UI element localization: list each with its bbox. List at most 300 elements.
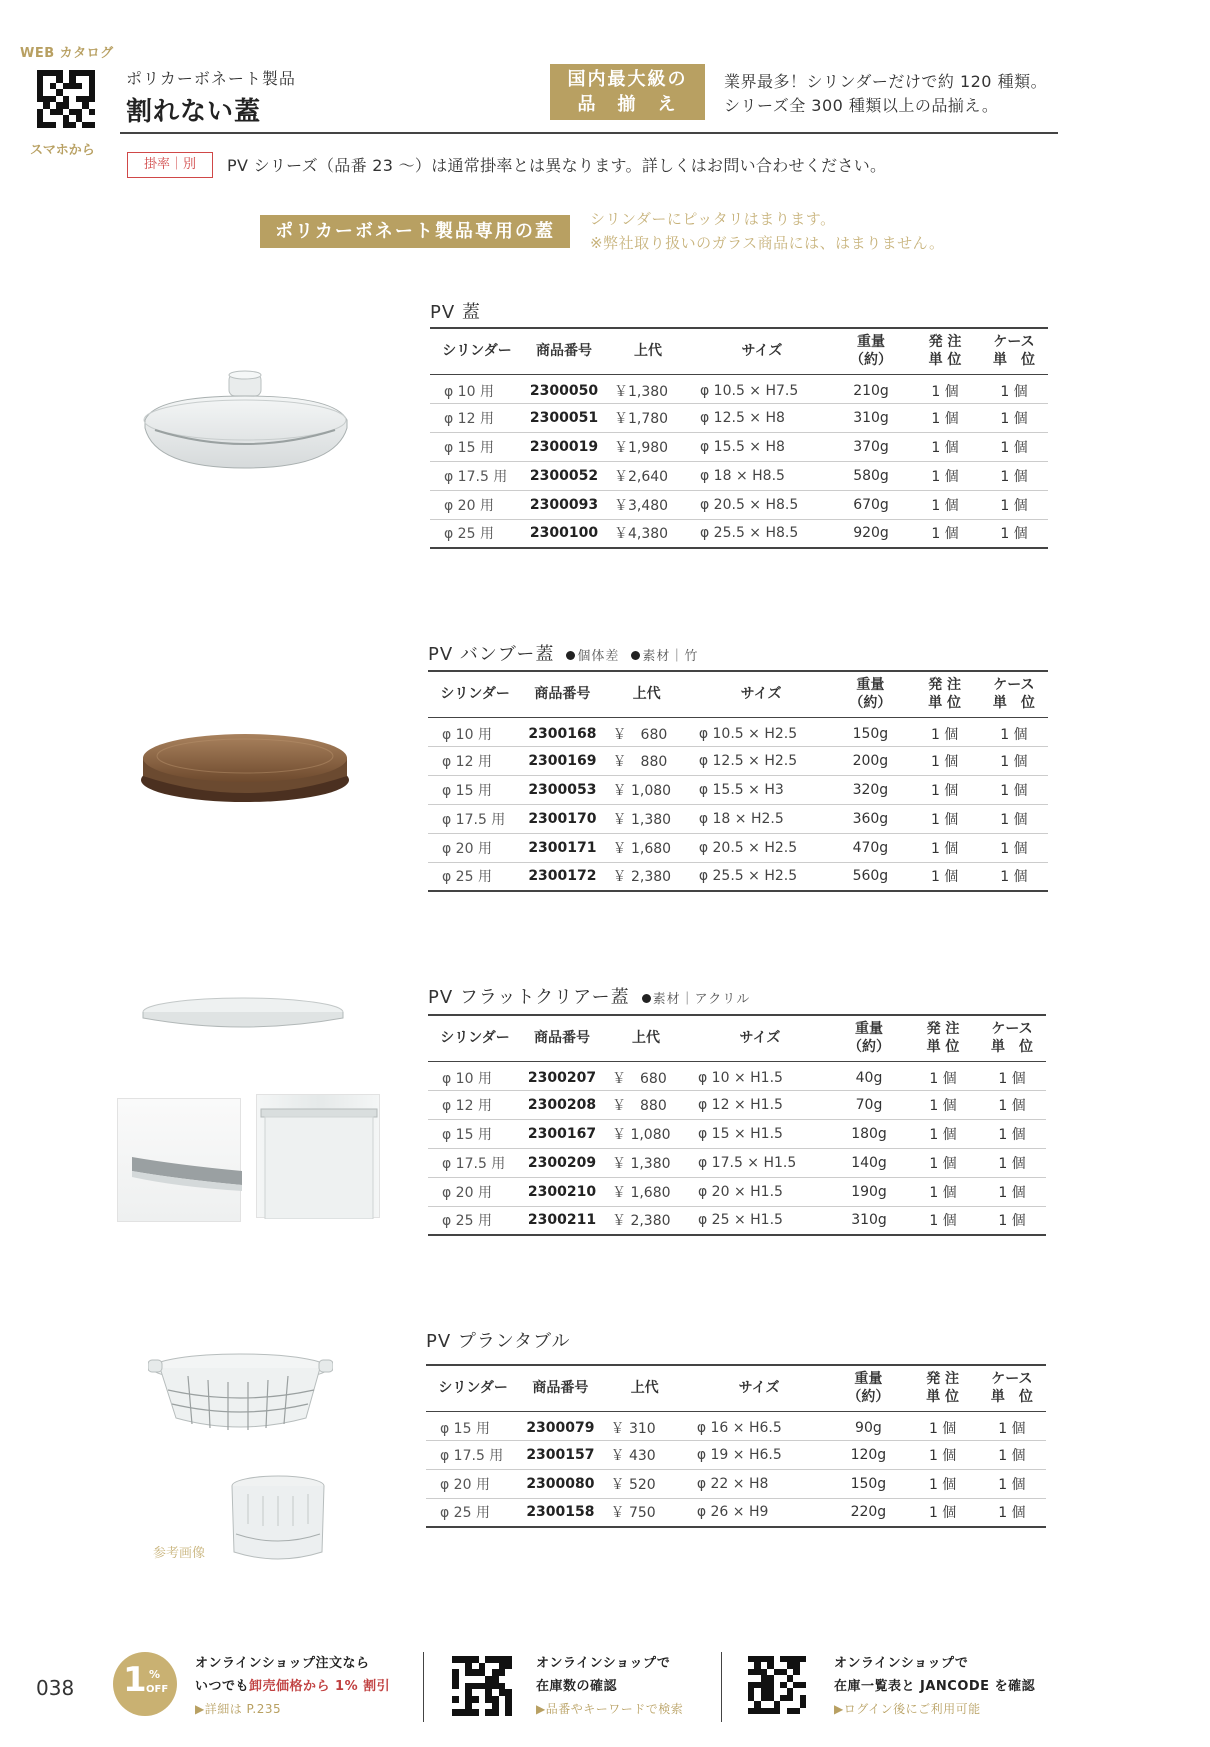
cell-cylinder: φ 17.5 用 [430,461,524,490]
cell-price: ￥ 750 [601,1498,689,1527]
cell-code: 2300171 [522,833,602,862]
table-row [428,1177,1046,1206]
table-row [430,403,1048,432]
header-cylinder-line: シリンダー [440,1030,510,1047]
cell-price: ￥ 430 [601,1440,689,1469]
header-order-unit-line: 発 注 [926,1371,960,1388]
bullet-dot-icon [631,651,640,660]
section-note [642,992,751,1007]
cell-cylinder: φ 12 用 [430,403,524,432]
page-number: 038 [36,1676,75,1700]
cell-price: ￥1,380 [604,374,692,403]
header-weight-line: 重量 [855,1021,883,1038]
qr-code-stock-icon[interactable] [452,1656,512,1716]
cell-size: φ 10 × H1.5 [690,1061,830,1090]
cell-cylinder: φ 10 用 [430,374,524,403]
header-code [522,1015,602,1061]
header-order-unit-line: 発 注 [926,1021,960,1038]
pv-bamboo-lid-image [135,718,355,818]
cell-code: 2300157 [520,1440,600,1469]
header-order-unit-line: 発 注 [928,677,962,694]
header-cylinder [430,328,524,374]
header-price-line: 上代 [632,686,661,703]
cell-order-unit: 1 個 [908,1061,978,1090]
footer-discount-link[interactable]: ▶詳細は P.235 [195,1702,282,1716]
bullet-dot-icon [566,651,575,660]
header-cylinder-line: シリンダー [442,343,512,360]
page-subtitle: ポリカーボネート製品 [126,69,296,88]
table-row [428,775,1048,804]
cell-weight: 150g [829,1469,907,1498]
footer-discount-highlight: 卸売価格から 1% 割引 [249,1679,391,1694]
cell-case-unit: 1 個 [978,1090,1046,1119]
cell-code: 2300051 [524,403,604,432]
header-weight [829,1365,907,1411]
cell-price: ￥ 880 [602,1090,690,1119]
cell-code: 2300052 [524,461,604,490]
header-weight-line: 重量 [856,677,885,694]
table-header-row [428,671,1048,717]
header-code-line: 商品番号 [536,343,592,360]
cell-weight: 920g [832,519,910,548]
header-code [522,671,602,717]
cell-case-unit: 1 個 [980,403,1048,432]
table-header-row [428,1015,1046,1061]
pv-plantable-reference-image [228,1474,328,1566]
spec-table-pv-bamboo-lid [428,670,1048,892]
qr-code-list-icon[interactable] [748,1656,806,1714]
cell-cylinder: φ 12 用 [428,746,522,775]
cell-cylinder: φ 25 用 [428,1206,522,1235]
cell-price: ￥ 520 [601,1469,689,1498]
cell-price: ￥1,980 [604,432,692,461]
header-case-unit [980,671,1048,717]
cell-price: ￥4,380 [604,519,692,548]
cell-cylinder: φ 20 用 [428,833,522,862]
cell-size: φ 19 × H6.5 [689,1440,829,1469]
header-order-unit [908,1365,978,1411]
cell-code: 2300019 [524,432,604,461]
header-case-unit-line: ケース [991,1371,1033,1388]
cell-price: ￥ 1,680 [602,1177,690,1206]
header-order-unit-line: 単 位 [928,695,962,712]
header-weight-line: 重量 [857,334,885,351]
table-row [426,1469,1046,1498]
table-row [430,490,1048,519]
discount-badge [113,1652,177,1716]
cell-code: 2300167 [522,1119,602,1148]
cell-order-unit: 1 個 [910,432,980,461]
header-price [603,671,691,717]
cell-size: φ 18 × H8.5 [692,461,832,490]
flat-lid-detail-photo-1 [117,1098,241,1222]
cell-price: ￥ 1,680 [603,833,691,862]
rate-note: PV シリーズ（品番 23 〜）は通常掛率とは異なります。詳しくはお問い合わせください。 [227,156,887,175]
cell-order-unit: 1 個 [910,746,980,775]
cell-order-unit: 1 個 [910,374,980,403]
footer-discount-prefix: いつでも [195,1679,250,1694]
cell-weight: 320g [831,775,909,804]
cell-code: 2300158 [520,1498,600,1527]
cell-case-unit: 1 個 [980,519,1048,548]
lineup-text-1: 業界最多！シリンダーだけで約 120 種類。 [724,72,1048,91]
cell-code: 2300053 [522,775,602,804]
header-price-line: 上代 [632,1030,660,1047]
bullet-dot-icon [642,994,651,1003]
cell-case-unit: 1 個 [980,833,1048,862]
cell-size: φ 25 × H1.5 [690,1206,830,1235]
cell-size: φ 10.5 × H2.5 [691,717,831,746]
header-case-unit-line: 単 位 [991,1039,1033,1056]
cell-weight: 580g [832,461,910,490]
cell-order-unit: 1 個 [910,717,980,746]
qr-code-icon[interactable] [37,70,95,128]
cell-cylinder: φ 17.5 用 [428,1148,522,1177]
lineup-description [724,70,1047,118]
header-case-unit-line: 単 位 [993,352,1035,369]
header-code-line: 商品番号 [534,1030,590,1047]
cell-case-unit: 1 個 [978,1061,1046,1090]
cell-cylinder: φ 10 用 [428,1061,522,1090]
cell-size: φ 25.5 × H2.5 [691,862,831,891]
header-case-unit [980,328,1048,374]
cell-cylinder: φ 25 用 [426,1498,520,1527]
table-row [430,432,1048,461]
cell-cylinder: φ 12 用 [428,1090,522,1119]
cell-order-unit: 1 個 [910,519,980,548]
cell-size: φ 15.5 × H8 [692,432,832,461]
cell-price: ￥ 1,380 [603,804,691,833]
cell-order-unit: 1 個 [910,490,980,519]
cell-size: φ 17.5 × H1.5 [690,1148,830,1177]
badge-line-2: 品 揃 え [577,94,678,115]
cell-code: 2300169 [522,746,602,775]
footer-stock-link[interactable]: ▶品番やキーワードで検索 [536,1702,684,1716]
cell-case-unit: 1 個 [980,490,1048,519]
header-weight-line: （約） [849,695,892,712]
section-note [631,649,698,664]
cell-cylinder: φ 25 用 [428,862,522,891]
table-row [428,717,1048,746]
cell-case-unit: 1 個 [978,1148,1046,1177]
cell-size: φ 12 × H1.5 [690,1090,830,1119]
cell-code: 2300211 [522,1206,602,1235]
header-code [524,328,604,374]
header-weight [830,1015,908,1061]
cell-size: φ 26 × H9 [689,1498,829,1527]
header-cylinder-line: シリンダー [440,686,510,703]
header-code-line: 商品番号 [534,686,591,703]
header-weight-line: （約） [847,1389,890,1406]
cell-weight: 560g [831,862,909,891]
cell-size: φ 20.5 × H2.5 [691,833,831,862]
header-weight-line: （約） [848,1039,890,1056]
cell-cylinder: φ 25 用 [430,519,524,548]
lid-banner: ポリカーボネート製品専用の蓋 [260,215,570,248]
cell-weight: 40g [830,1061,908,1090]
cell-weight: 670g [832,490,910,519]
cell-cylinder: φ 10 用 [428,717,522,746]
header-cylinder [426,1365,520,1411]
header-order-unit-line: 単 位 [928,352,962,369]
table-row [428,1206,1046,1235]
cell-cylinder: φ 17.5 用 [428,804,522,833]
cell-size: φ 15.5 × H3 [691,775,831,804]
cell-cylinder: φ 20 用 [426,1469,520,1498]
rate-tag: 掛率｜別 [127,152,213,178]
header-case-unit [978,1015,1046,1061]
header-case-unit-line: 単 位 [990,1389,1033,1406]
cell-weight: 190g [830,1177,908,1206]
cell-weight: 470g [831,833,909,862]
cell-size: φ 20 × H1.5 [690,1177,830,1206]
cell-order-unit: 1 個 [910,403,980,432]
header-price-line: 上代 [634,343,662,360]
discount-percent: % [149,1668,161,1681]
cell-case-unit: 1 個 [980,775,1048,804]
cell-code: 2300172 [522,862,602,891]
cell-code: 2300168 [522,717,602,746]
cell-cylinder: φ 15 用 [428,1119,522,1148]
section-note [566,649,619,664]
cell-cylinder: φ 15 用 [430,432,524,461]
header-code-line: 商品番号 [532,1380,589,1397]
discount-number: 1 [123,1660,147,1700]
header-price-line: 上代 [630,1380,659,1397]
header-weight-line: （約） [850,352,892,369]
cell-price: ￥ 1,080 [602,1119,690,1148]
cell-order-unit: 1 個 [908,1148,978,1177]
pv-flat-clear-lid-image [138,988,348,1038]
header-divider [120,132,1058,134]
cell-code: 2300050 [524,374,604,403]
pv-plantable-image [148,1346,333,1436]
header-case-unit-line: ケース [993,677,1035,694]
cell-weight: 360g [831,804,909,833]
cell-price: ￥ 310 [601,1411,689,1440]
cell-order-unit: 1 個 [908,1090,978,1119]
cell-size: φ 16 × H6.5 [689,1411,829,1440]
header-size-line: サイズ [740,686,782,703]
cell-price: ￥ 2,380 [602,1206,690,1235]
header-size [689,1365,829,1411]
header-price [602,1015,690,1061]
section-title-text: PV バンブー蓋 [428,644,555,665]
footer-list-line-2: 在庫一覧表と JANCODE を確認 [834,1679,1036,1694]
table-row [430,461,1048,490]
cell-weight: 140g [830,1148,908,1177]
footer-divider-1 [423,1652,424,1722]
table-row [430,374,1048,403]
footer-stock-line-2: 在庫数の確認 [536,1679,618,1694]
cell-case-unit: 1 個 [980,432,1048,461]
header-weight [831,671,909,717]
cell-weight: 120g [829,1440,907,1469]
cell-price: ￥ 680 [603,717,691,746]
cell-case-unit: 1 個 [980,746,1048,775]
cell-code: 2300080 [520,1469,600,1498]
cell-order-unit: 1 個 [908,1206,978,1235]
cell-cylinder: φ 20 用 [428,1177,522,1206]
cell-case-unit: 1 個 [978,1469,1046,1498]
cell-order-unit: 1 個 [910,775,980,804]
spec-table-pv-plantable [426,1364,1046,1528]
lineup-badge [550,64,705,120]
footer-discount-line-1: オンラインショップ注文なら [195,1656,370,1671]
cell-order-unit: 1 個 [910,461,980,490]
header-size [691,671,831,717]
cell-cylinder: φ 15 用 [428,775,522,804]
cell-weight: 310g [832,403,910,432]
cell-order-unit: 1 個 [910,804,980,833]
cell-case-unit: 1 個 [980,862,1048,891]
section-note-text: 素材｜竹 [642,649,699,664]
cell-case-unit: 1 個 [978,1411,1046,1440]
table-row [426,1411,1046,1440]
cell-price: ￥ 1,380 [602,1148,690,1177]
reference-image-label: 参考画像 [153,1546,206,1561]
section-title-pv-lid [430,298,481,324]
cell-order-unit: 1 個 [908,1440,978,1469]
table-row [428,833,1048,862]
cell-case-unit: 1 個 [980,804,1048,833]
cell-price: ￥ 680 [602,1061,690,1090]
cell-weight: 210g [832,374,910,403]
cell-weight: 90g [829,1411,907,1440]
spec-table-pv-lid [430,327,1048,549]
cell-code: 2300079 [520,1411,600,1440]
header-order-unit-line: 単 位 [926,1389,960,1406]
cell-code: 2300210 [522,1177,602,1206]
cell-case-unit: 1 個 [980,717,1048,746]
header-order-unit [910,328,980,374]
table-row [428,862,1048,891]
cell-cylinder: φ 20 用 [430,490,524,519]
section-title-text: PV フラットクリアー蓋 [428,987,630,1008]
table-row [428,1090,1046,1119]
footer-stock-line-1: オンラインショップで [536,1656,671,1671]
header-size [690,1015,830,1061]
cell-weight: 200g [831,746,909,775]
header-case-unit-line: 単 位 [992,695,1035,712]
cell-size: φ 12.5 × H2.5 [691,746,831,775]
cell-size: φ 25.5 × H8.5 [692,519,832,548]
flat-lid-detail-photo-2 [256,1094,380,1218]
cell-cylinder: φ 15 用 [426,1411,520,1440]
cell-order-unit: 1 個 [910,833,980,862]
footer-divider-2 [721,1652,722,1722]
header-cylinder [428,671,522,717]
cell-size: φ 20.5 × H8.5 [692,490,832,519]
header-price [604,328,692,374]
cell-price: ￥ 880 [603,746,691,775]
cell-weight: 150g [831,717,909,746]
table-header-row [426,1365,1046,1411]
cell-code: 2300093 [524,490,604,519]
table-row [428,1148,1046,1177]
footer-block-list [834,1652,1035,1721]
footer-list-line-1: オンラインショップで [834,1656,969,1671]
table-row [428,1119,1046,1148]
section-title-text: PV 蓋 [430,302,481,323]
header-cylinder-line: シリンダー [438,1380,508,1397]
cell-order-unit: 1 個 [908,1411,978,1440]
cell-weight: 70g [830,1090,908,1119]
header-size-line: サイズ [739,1030,781,1047]
table-row [428,746,1048,775]
section-title-pv-flat-clear-lid [428,983,750,1009]
header-case-unit-line: ケース [991,1021,1033,1038]
header-size-line: サイズ [741,343,783,360]
discount-off: OFF [146,1684,169,1695]
header-weight [832,328,910,374]
cell-case-unit: 1 個 [978,1440,1046,1469]
cell-price: ￥3,480 [604,490,692,519]
section-note-text: 個体差 [577,649,620,664]
cell-weight: 310g [830,1206,908,1235]
footer-discount-line-2 [195,1675,390,1698]
header-order-unit-line: 単 位 [926,1039,960,1056]
cell-code: 2300207 [522,1061,602,1090]
cell-order-unit: 1 個 [908,1498,978,1527]
lid-note [590,207,945,255]
header-case-unit-line: ケース [993,334,1035,351]
lid-note-1: シリンダーにピッタリはまります。 [590,210,836,228]
table-row [426,1498,1046,1527]
header-weight-line: 重量 [854,1371,883,1388]
cell-case-unit: 1 個 [978,1206,1046,1235]
cell-order-unit: 1 個 [908,1177,978,1206]
section-title-text: PV プランタブル [426,1331,571,1352]
pv-lid-image [135,368,360,488]
lineup-text-2: シリーズ全 300 種類以上の品揃え。 [724,96,999,115]
header-order-unit-line: 発 注 [928,334,962,351]
spec-table-pv-flat-clear-lid [428,1014,1046,1236]
smartphone-label: スマホから [30,143,95,158]
footer-block-discount [195,1652,390,1721]
cell-order-unit: 1 個 [908,1469,978,1498]
header-order-unit [908,1015,978,1061]
cell-case-unit: 1 個 [978,1498,1046,1527]
footer-list-link[interactable]: ▶ログイン後にご利用可能 [834,1702,981,1716]
header-cylinder [428,1015,522,1061]
cell-weight: 370g [832,432,910,461]
cell-cylinder: φ 17.5 用 [426,1440,520,1469]
section-note-text: 素材｜アクリル [652,992,751,1007]
cell-size: φ 12.5 × H8 [692,403,832,432]
table-header-row [430,328,1048,374]
table-row [428,804,1048,833]
table-row [428,1061,1046,1090]
cell-case-unit: 1 個 [980,374,1048,403]
cell-size: φ 15 × H1.5 [690,1119,830,1148]
cell-code: 2300209 [522,1148,602,1177]
cell-price: ￥1,780 [604,403,692,432]
web-catalog-label: WEB カタログ [20,46,114,61]
cell-weight: 180g [830,1119,908,1148]
cell-weight: 220g [829,1498,907,1527]
section-title-pv-plantable [426,1327,570,1353]
header-price [601,1365,689,1411]
badge-line-1: 国内最大級の [567,69,688,90]
cell-code: 2300170 [522,804,602,833]
header-order-unit [910,671,980,717]
header-size-line: サイズ [738,1380,780,1397]
cell-order-unit: 1 個 [908,1119,978,1148]
section-title-pv-bamboo-lid [428,640,698,666]
cell-size: φ 22 × H8 [689,1469,829,1498]
header-size [692,328,832,374]
